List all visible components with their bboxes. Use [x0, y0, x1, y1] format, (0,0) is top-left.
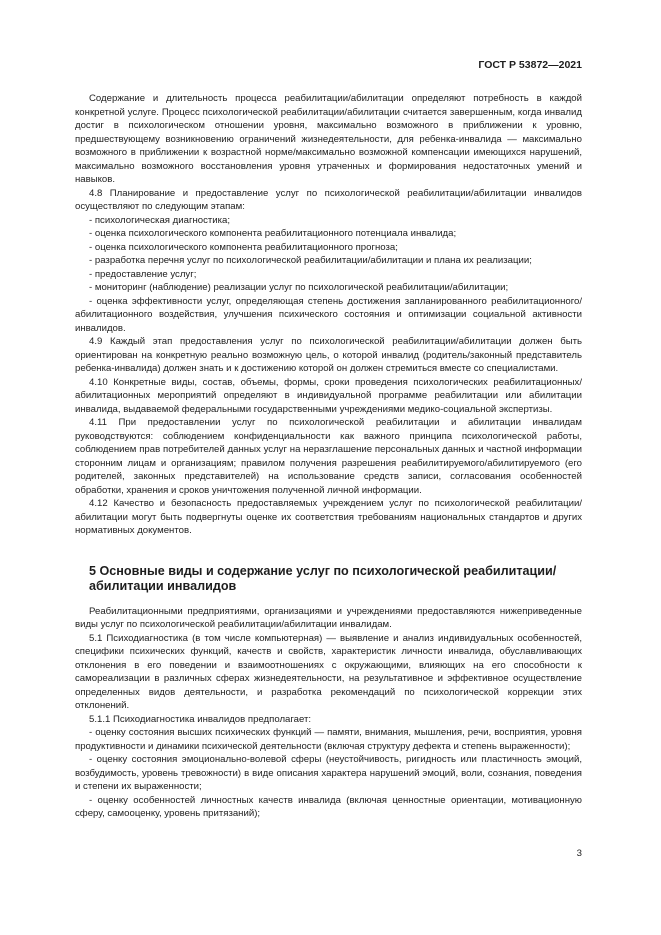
paragraph: Реабилитационными предприятиями, организациями и учреждениями предоставляются нижеприведенные виды услуг по психологической реабилитации/абилитации инвалидам.: [75, 605, 582, 630]
list-item: - оценка эффективности услуг, определяющая степень достижения запланированного реабилитационного/абилитационного воздействия, улучшения психического состояния и оптимизации социальной активности инвалидов.: [75, 295, 582, 334]
paragraph: 5.1 Психодиагностика (в том числе компьютерная) — выявление и анализ индивидуальных особенностей, специфики психических функций, качеств и свойств, характеристик личности инвалида, обуславливающих отклонения в его поведении и взаимоотношениях с окружающими, влияющих на его способности к самореализации в различных сферах жизнедеятельности, на результативное и эффективное осуществление определенных видов деятельности, и разработка рекомендаций по психологической коррекции этих отклонений.: [75, 632, 582, 711]
paragraph: 5.1.1 Психодиагностика инвалидов предполагает:: [89, 713, 312, 725]
list-item: - оценку состояния эмоционально-волевой сферы (неустойчивость, ригидность или пластичность эмоций, возбудимость, уровень тревожности) в виде описания характера нарушений эмоций, воли, сознания, поведения и степени их выраженности;: [75, 754, 582, 792]
list-item: - предоставление услуг;: [89, 268, 197, 280]
list-item: - психологическая диагностика;: [89, 214, 231, 226]
paragraph: 4.9 Каждый этап предоставления услуг по психологической реабилитации/абилитации должен быть ориентирован на конкретную реально возможную цель, о которой инвалид (родитель/законный представитель ребенка-инвалида) должен знать и к достижению которой он должен стремиться вместе со специалистами.: [75, 336, 582, 374]
paragraph: 4.12 Качество и безопасность предоставляемых учреждением услуг по психологической реабилитации/абилитации могут быть подвергнуты оценке их соответствия требованиям национальных стандартов и других нормативных документов.: [75, 498, 582, 536]
page-number: 3: [576, 848, 582, 859]
list-item: - мониторинг (наблюдение) реализации услуг по психологической реабилитации/абилитации;: [89, 282, 509, 293]
paragraph: 4.8 Планирование и предоставление услуг по психологической реабилитации/абилитации инвалидов осуществляют по следующим этапам:: [75, 187, 582, 212]
list-item: - оценку состояния высших психических функций — памяти, внимания, мышления, речи, восприятия, уровня продуктивности и динамики психической деятельности (включая структуру дефекта и степень выраженности);: [75, 727, 582, 752]
page-body: [75, 92, 582, 821]
list-item: - оценка психологического компонента реабилитационного потенциала инвалида;: [89, 228, 457, 239]
paragraph: 4.11 При предоставлении услуг по психологической реабилитации и абилитации инвалидам руководствуются: соблюдением конфиденциальности как важного принципа психологической работы, соблюдением прав потребителей данных услуг на неразглашение персональных данных и частной информации сторонним лицам и организациям; правилом получения разрешения реабилитируемого/абилитируемого (его родителей, законных представителей) на использование средств записи, согласования особенностей обработки, хранения и сроков уничтожения полученной личной информации.: [75, 417, 582, 496]
list-item: - оценку особенностей личностных качеств инвалида (включая ценностные ориентации, мотивационную сферу, самооценку, уровень притязаний);: [75, 794, 582, 819]
section-heading: 5 Основные виды и содержание услуг по психологической реабилитации/абилитации инвалидов: [89, 563, 557, 593]
document-code: ГОСТ Р 53872—2021: [478, 59, 582, 71]
list-item: - разработка перечня услуг по психологической реабилитации/абилитации и плана их реализации;: [89, 255, 532, 266]
list-item: - оценка психологического компонента реабилитационного прогноза;: [89, 241, 398, 253]
paragraph: Содержание и длительность процесса реабилитации/абилитации определяют потребность в каждой конкретной услуге. Процесс психологической реабилитации/абилитации считается завершенным, когда инвалид достиг в психологическом отношении уровня, максимально возможного в приближении к уровню, предшествующему возникновению ограничений жизнедеятельности, для ребенка-инвалида — максимально возможного в приближении к возрастной норме/максимально возможной компенсации имеющихся нарушений, максимально возможного восстановления уровня утраченных и формирования недостаточных умений и навыков.: [75, 93, 582, 185]
paragraph: 4.10 Конкретные виды, состав, объемы, формы, сроки проведения психологических реабилитационных/абилитационных мероприятий определяют в индивидуальной программе реабилитации или абилитации инвалида, выдаваемой федеральными государственными учреждениями медико-социальной экспертизы.: [75, 376, 582, 415]
